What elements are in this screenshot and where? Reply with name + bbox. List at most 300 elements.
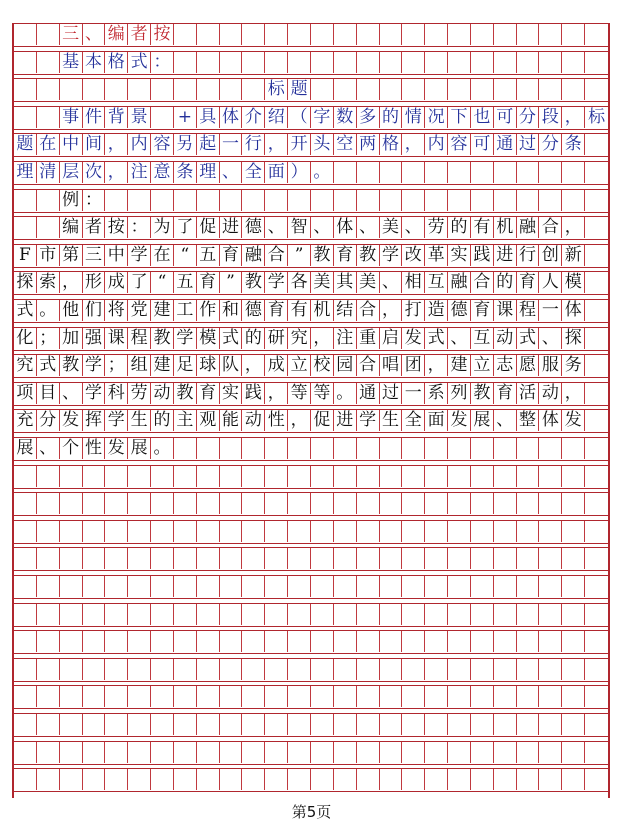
grid-cell (562, 162, 585, 183)
grid-cell: 课 (494, 300, 517, 321)
grid-cell: 全 (242, 162, 265, 183)
grid-cell (242, 466, 265, 487)
grid-cell (539, 659, 562, 680)
grid-cell: 容 (448, 134, 471, 155)
grid-row (14, 437, 608, 461)
grid-cell: 行 (242, 134, 265, 155)
grid-cell: ： (128, 217, 151, 238)
grid-cell (380, 521, 403, 542)
grid-cell: 有 (288, 300, 311, 321)
grid-cell (174, 631, 197, 652)
grid-cell: 美 (357, 272, 380, 293)
grid-cell: 改 (402, 245, 425, 266)
grid-cell: 字 (311, 107, 334, 128)
grid-cell (174, 769, 197, 790)
grid-cell (242, 686, 265, 707)
grid-cell (265, 548, 288, 569)
grid-cell: 格 (105, 52, 128, 73)
grid-cell: 注 (334, 328, 357, 349)
grid-cell (151, 466, 174, 487)
grid-cell: 者 (128, 24, 151, 45)
grid-cell (517, 548, 540, 569)
grid-cell: 开 (288, 134, 311, 155)
grid-cell (562, 604, 585, 625)
grid-cell: 教 (311, 245, 334, 266)
grid-cell: 学 (83, 383, 106, 404)
grid-cell: 、 (83, 24, 106, 45)
grid-cell: 他 (60, 300, 83, 321)
grid-cell (471, 548, 494, 569)
grid-cell: 中 (105, 245, 128, 266)
grid-cell (151, 107, 174, 128)
grid-cell (539, 52, 562, 73)
grid-cell (425, 631, 448, 652)
grid-cell: 美 (311, 272, 334, 293)
grid-cell (380, 493, 403, 514)
grid-cell: 体 (539, 410, 562, 431)
grid-cell: 注 (128, 162, 151, 183)
grid-cell (105, 742, 128, 763)
grid-cell: 、 (265, 217, 288, 238)
grid-cell (334, 438, 357, 459)
grid-cell: 景 (128, 107, 151, 128)
grid-cell: 市 (37, 245, 60, 266)
grid-cell (494, 769, 517, 790)
grid-cell: 等 (288, 383, 311, 404)
grid-cell: 分 (37, 410, 60, 431)
grid-cell (562, 438, 585, 459)
grid-cell (585, 686, 608, 707)
grid-cell (380, 52, 403, 73)
grid-cell (242, 438, 265, 459)
grid-cell (448, 190, 471, 211)
grid-cell (60, 659, 83, 680)
grid-cell (402, 52, 425, 73)
grid-cell (151, 493, 174, 514)
grid-cell: 况 (425, 107, 448, 128)
grid-cell: 本 (83, 52, 106, 73)
grid-cell: 。 (151, 438, 174, 459)
grid-cell (471, 576, 494, 597)
grid-row (14, 189, 608, 213)
grid-cell: 服 (539, 355, 562, 376)
grid-cell: 合 (357, 300, 380, 321)
grid-cell: 革 (425, 245, 448, 266)
grid-cell: 、 (311, 217, 334, 238)
grid-cell (265, 52, 288, 73)
grid-cell: 促 (311, 410, 334, 431)
grid-cell: ： (83, 190, 106, 211)
grid-cell: 绍 (265, 107, 288, 128)
grid-cell (494, 548, 517, 569)
grid-cell (357, 190, 380, 211)
grid-cell (471, 686, 494, 707)
grid-cell (105, 548, 128, 569)
grid-cell: 动 (242, 410, 265, 431)
grid-cell: 起 (197, 134, 220, 155)
grid-cell (288, 466, 311, 487)
grid-row (14, 713, 608, 737)
grid-cell (425, 714, 448, 735)
grid-cell: ， (380, 300, 403, 321)
grid-cell (539, 162, 562, 183)
grid-cell: 探 (14, 272, 37, 293)
grid-cell: ， (311, 328, 334, 349)
grid-cell: 间 (83, 134, 106, 155)
grid-cell (494, 659, 517, 680)
grid-cell: 教 (471, 383, 494, 404)
grid-cell (311, 521, 334, 542)
grid-cell (37, 107, 60, 128)
grid-row (14, 106, 608, 130)
grid-cell (425, 190, 448, 211)
grid-cell (585, 217, 608, 238)
grid-cell: 建 (151, 355, 174, 376)
grid-cell: 条 (174, 162, 197, 183)
grid-cell (220, 521, 243, 542)
grid-cell: 进 (334, 410, 357, 431)
grid-row (14, 51, 608, 75)
grid-cell (539, 686, 562, 707)
grid-cell (311, 548, 334, 569)
grid-cell (585, 466, 608, 487)
grid-cell (334, 631, 357, 652)
grid-cell: 融 (242, 245, 265, 266)
grid-row (14, 520, 608, 544)
grid-cell (402, 190, 425, 211)
grid-cell (105, 521, 128, 542)
grid-cell (265, 521, 288, 542)
grid-cell: 发 (60, 410, 83, 431)
grid-cell (402, 742, 425, 763)
grid-cell: 打 (402, 300, 425, 321)
grid-cell: 多 (357, 107, 380, 128)
grid-cell: ； (37, 328, 60, 349)
grid-cell (380, 742, 403, 763)
grid-cell: 们 (83, 300, 106, 321)
grid-cell: 学 (357, 410, 380, 431)
grid-cell (288, 742, 311, 763)
grid-cell: 内 (128, 134, 151, 155)
grid-cell (220, 52, 243, 73)
grid-cell (151, 521, 174, 542)
grid-cell (425, 576, 448, 597)
grid-cell (494, 79, 517, 100)
grid-cell (197, 466, 220, 487)
grid-cell (242, 769, 265, 790)
grid-cell: 、 (494, 410, 517, 431)
grid-cell (265, 604, 288, 625)
grid-cell (265, 438, 288, 459)
grid-cell: 清 (37, 162, 60, 183)
grid-cell (242, 493, 265, 514)
grid-cell (448, 162, 471, 183)
grid-cell (448, 493, 471, 514)
grid-cell (539, 493, 562, 514)
grid-cell: 发 (562, 410, 585, 431)
grid-cell: 有 (471, 217, 494, 238)
grid-cell (14, 493, 37, 514)
grid-cell: 式 (14, 300, 37, 321)
grid-cell: ， (562, 217, 585, 238)
grid-cell: 三 (60, 24, 83, 45)
grid-cell (494, 190, 517, 211)
grid-cell (357, 714, 380, 735)
grid-cell: 作 (197, 300, 220, 321)
grid-cell: 合 (265, 245, 288, 266)
grid-cell: 党 (128, 300, 151, 321)
grid-cell (83, 686, 106, 707)
grid-cell (562, 548, 585, 569)
grid-cell (539, 631, 562, 652)
grid-cell: 团 (402, 355, 425, 376)
grid-cell: 人 (539, 272, 562, 293)
grid-cell: 进 (494, 245, 517, 266)
grid-cell (448, 24, 471, 45)
grid-row (14, 603, 608, 627)
grid-cell (197, 659, 220, 680)
grid-cell (60, 576, 83, 597)
grid-cell (334, 493, 357, 514)
grid-cell (288, 493, 311, 514)
grid-cell (242, 631, 265, 652)
grid-cell (265, 686, 288, 707)
grid-cell (128, 659, 151, 680)
grid-cell (174, 493, 197, 514)
grid-cell (105, 79, 128, 100)
grid-cell (517, 521, 540, 542)
grid-cell (334, 548, 357, 569)
grid-cell: 主 (174, 410, 197, 431)
grid-cell (357, 466, 380, 487)
grid-cell (37, 217, 60, 238)
grid-cell: 程 (517, 300, 540, 321)
grid-cell (562, 742, 585, 763)
grid-cell: 在 (37, 134, 60, 155)
grid-cell (585, 576, 608, 597)
grid-cell (105, 604, 128, 625)
grid-cell (197, 631, 220, 652)
grid-cell (380, 631, 403, 652)
grid-cell (585, 328, 608, 349)
grid-cell (220, 24, 243, 45)
grid-cell (380, 548, 403, 569)
grid-cell (334, 466, 357, 487)
grid-cell (197, 548, 220, 569)
grid-cell (517, 52, 540, 73)
grid-cell (539, 769, 562, 790)
grid-cell: 展 (14, 438, 37, 459)
grid-cell: ， (402, 134, 425, 155)
grid-cell: 的 (448, 217, 471, 238)
grid-cell (174, 659, 197, 680)
grid-cell: 可 (494, 107, 517, 128)
grid-cell: 性 (83, 438, 106, 459)
grid-cell: 融 (517, 217, 540, 238)
grid-cell (402, 769, 425, 790)
grid-cell (37, 742, 60, 763)
grid-cell (174, 466, 197, 487)
grid-cell: ， (265, 383, 288, 404)
grid-cell: 育 (197, 383, 220, 404)
grid-cell (585, 493, 608, 514)
grid-cell: 式 (220, 328, 243, 349)
grid-cell: 的 (151, 410, 174, 431)
grid-cell: 育 (334, 245, 357, 266)
grid-cell: 学 (265, 272, 288, 293)
grid-cell (14, 466, 37, 487)
grid-cell (539, 466, 562, 487)
grid-cell: 式 (128, 52, 151, 73)
grid-cell (220, 604, 243, 625)
grid-cell (517, 659, 540, 680)
grid-cell (585, 52, 608, 73)
grid-cell: 了 (174, 217, 197, 238)
grid-cell: 一 (539, 300, 562, 321)
grid-cell: “ (174, 245, 197, 266)
grid-cell (334, 576, 357, 597)
grid-cell (197, 493, 220, 514)
grid-cell: 一 (220, 134, 243, 155)
grid-cell: 合 (357, 355, 380, 376)
grid-cell: 学 (380, 245, 403, 266)
grid-cell (60, 604, 83, 625)
grid-row (14, 547, 608, 571)
grid-cell (448, 79, 471, 100)
grid-cell (311, 769, 334, 790)
grid-cell: 践 (242, 383, 265, 404)
grid-cell (83, 769, 106, 790)
grid-cell (128, 466, 151, 487)
grid-cell: 进 (220, 217, 243, 238)
grid-cell: 、 (448, 328, 471, 349)
grid-cell (220, 686, 243, 707)
grid-cell: 生 (380, 410, 403, 431)
grid-cell: 按 (105, 217, 128, 238)
grid-cell: 按 (151, 24, 174, 45)
grid-cell: 加 (60, 328, 83, 349)
grid-cell (357, 548, 380, 569)
grid-cell (174, 79, 197, 100)
grid-cell (448, 631, 471, 652)
grid-cell: 活 (517, 383, 540, 404)
grid-cell: 、 (37, 438, 60, 459)
grid-row (14, 382, 608, 406)
grid-cell (402, 631, 425, 652)
grid-cell (37, 631, 60, 652)
grid-cell: 在 (151, 245, 174, 266)
grid-row (14, 133, 608, 157)
grid-cell (334, 714, 357, 735)
grid-cell (585, 742, 608, 763)
grid-cell (220, 742, 243, 763)
grid-cell (539, 79, 562, 100)
grid-cell (197, 79, 220, 100)
grid-cell (288, 769, 311, 790)
grid-cell: 标 (265, 79, 288, 100)
grid-cell: 数 (334, 107, 357, 128)
grid-cell: 相 (402, 272, 425, 293)
grid-cell (288, 604, 311, 625)
grid-cell (494, 162, 517, 183)
grid-cell (37, 604, 60, 625)
grid-cell: 五 (197, 245, 220, 266)
grid-cell (242, 548, 265, 569)
grid-cell (334, 190, 357, 211)
grid-cell: 将 (105, 300, 128, 321)
grid-cell (60, 686, 83, 707)
grid-cell (494, 493, 517, 514)
grid-cell: 劳 (128, 383, 151, 404)
grid-cell (517, 79, 540, 100)
grid-cell (265, 24, 288, 45)
grid-cell: 头 (311, 134, 334, 155)
grid-cell (585, 24, 608, 45)
grid-row (14, 575, 608, 599)
grid-cell: 过 (380, 383, 403, 404)
grid-cell (334, 742, 357, 763)
grid-cell (174, 714, 197, 735)
grid-cell (539, 576, 562, 597)
grid-cell (471, 631, 494, 652)
grid-cell: 充 (14, 410, 37, 431)
grid-cell (448, 576, 471, 597)
grid-cell (334, 659, 357, 680)
grid-cell (128, 548, 151, 569)
grid-row (14, 630, 608, 654)
grid-cell: ” (288, 245, 311, 266)
grid-row (14, 216, 608, 240)
grid-cell: 强 (83, 328, 106, 349)
grid-cell (37, 521, 60, 542)
grid-cell (402, 438, 425, 459)
grid-cell: 索 (37, 272, 60, 293)
grid-cell: 三 (83, 245, 106, 266)
grid-cell (197, 742, 220, 763)
grid-cell: 了 (128, 272, 151, 293)
grid-cell (14, 190, 37, 211)
grid-cell: 教 (151, 328, 174, 349)
grid-cell (37, 576, 60, 597)
grid-cell: ， (265, 134, 288, 155)
grid-cell (539, 604, 562, 625)
grid-cell (448, 659, 471, 680)
manuscript-grid-paper (12, 23, 610, 798)
grid-cell (539, 24, 562, 45)
grid-cell: 、 (539, 328, 562, 349)
grid-cell (425, 742, 448, 763)
grid-cell (220, 659, 243, 680)
grid-cell: ， (60, 272, 83, 293)
grid-cell: 成 (105, 272, 128, 293)
grid-cell (380, 604, 403, 625)
grid-cell (517, 493, 540, 514)
grid-cell: 德 (242, 300, 265, 321)
grid-cell: 形 (83, 272, 106, 293)
grid-cell (128, 604, 151, 625)
grid-cell (517, 162, 540, 183)
grid-cell: 教 (60, 355, 83, 376)
grid-cell (334, 24, 357, 45)
grid-cell (562, 714, 585, 735)
grid-cell (494, 604, 517, 625)
grid-cell (585, 521, 608, 542)
grid-cell (151, 548, 174, 569)
grid-cell (471, 438, 494, 459)
grid-cell (517, 742, 540, 763)
grid-cell: 育 (265, 300, 288, 321)
grid-cell (517, 190, 540, 211)
